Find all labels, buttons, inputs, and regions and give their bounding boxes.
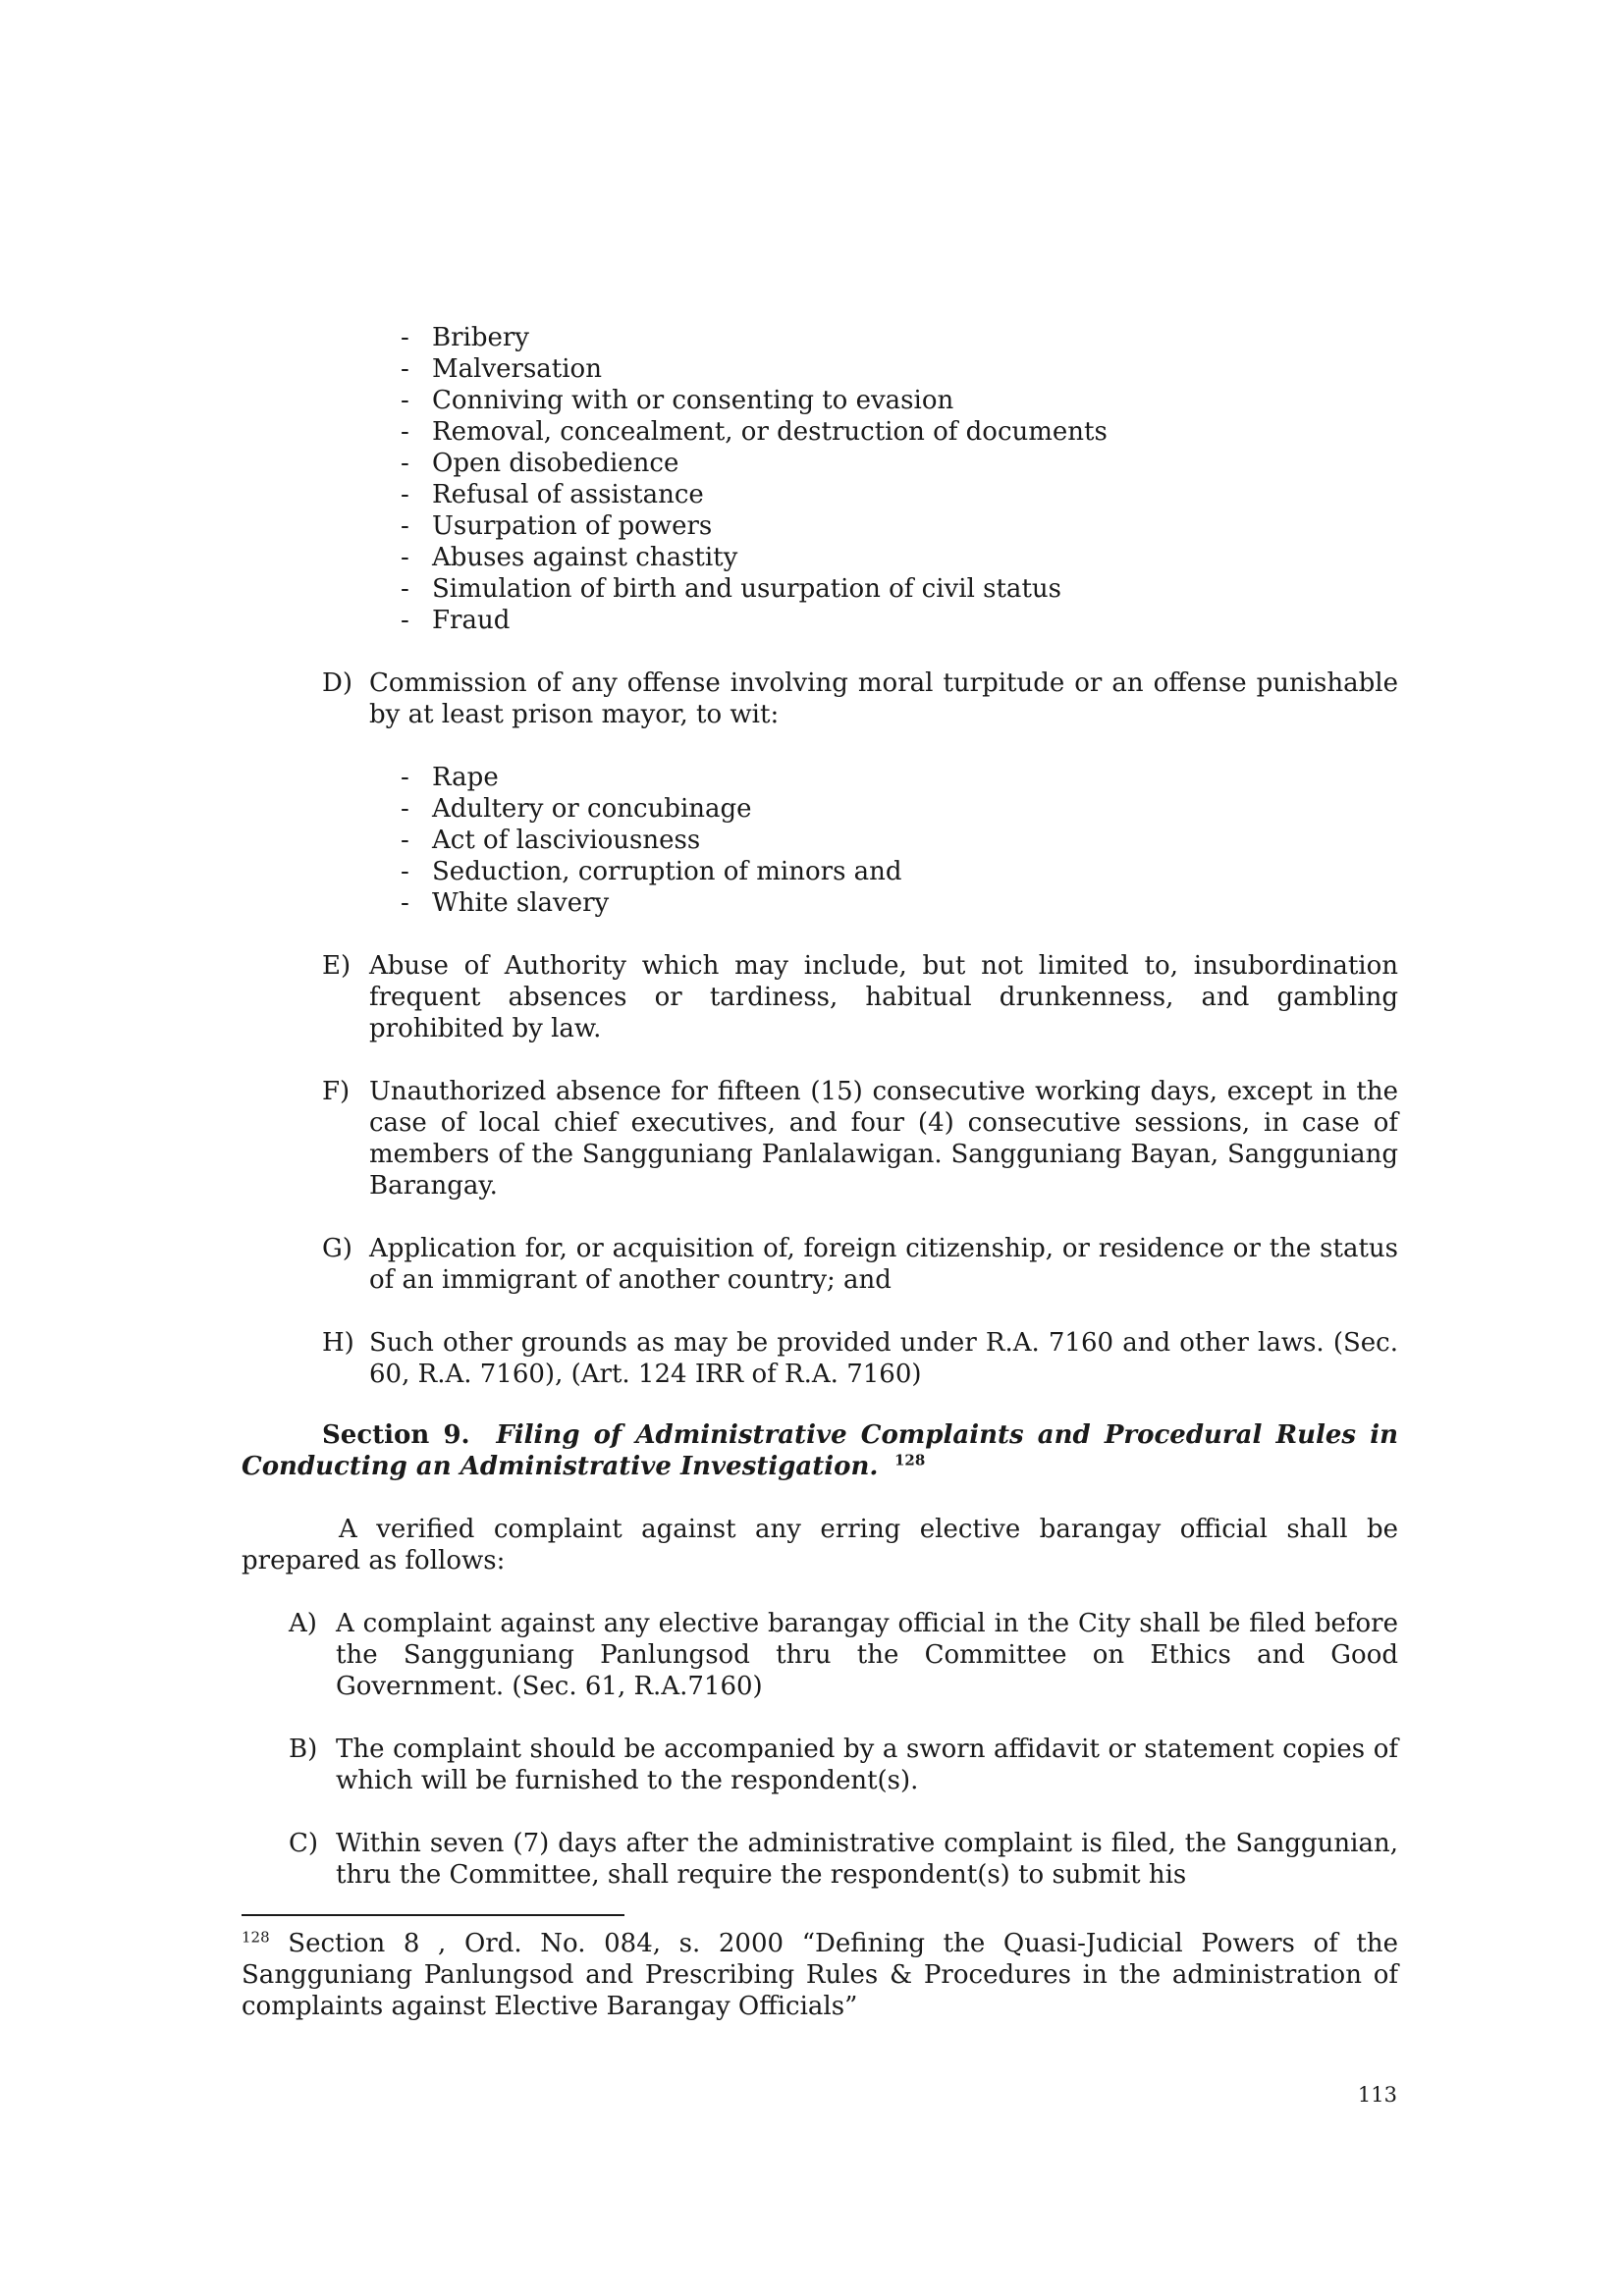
list-item: - Bribery <box>401 323 529 352</box>
clause-marker: D) <box>322 668 352 698</box>
footnote <box>242 1928 1398 2022</box>
list-item: - Malversation <box>401 354 602 384</box>
list-item: - Fraud <box>401 606 511 635</box>
clause-text: Within seven (7) days after the administrative complaint is filed, the Sanggunian, thru the Committee, shall require the respondent(s) to submit his <box>336 1829 1398 1890</box>
clause-g <box>322 1233 1398 1296</box>
clause-text: Such other grounds as may be provided under R.A. 7160 and other laws. (Sec. 60, R.A. 7160), (Art. 124 IRR of R.A. 7160) <box>369 1328 1398 1389</box>
list-item: - Simulation of birth and usurpation of civil status <box>401 574 1061 604</box>
intro-paragraph: A verified complaint against any erring elective barangay official shall be prepared as follows: <box>242 1515 1398 1575</box>
list-item: - White slavery <box>401 888 610 918</box>
list-item: - Seduction, corruption of minors and <box>401 857 902 886</box>
clause-c <box>289 1828 1398 1891</box>
footnote-number: 128 <box>242 1928 270 1947</box>
clause-text: Application for, or acquisition of, foreign citizenship, or residence or the status of an immigrant of another country; and <box>369 1234 1398 1295</box>
list-item: - Adultery or concubinage <box>401 794 752 824</box>
clause-marker: F) <box>322 1077 351 1106</box>
clause-text: The complaint should be accompanied by a sworn affidavit or statement copies of which will be furnished to the respondent(s). <box>336 1735 1398 1795</box>
list-item: - Conniving with or consenting to evasion <box>401 386 954 415</box>
list-item: - Rape <box>401 763 499 792</box>
page-number: 113 <box>1357 2083 1397 2107</box>
offense-list-top <box>401 322 1108 636</box>
clause-d <box>322 667 1398 730</box>
section-number: Section 9. <box>322 1420 470 1450</box>
list-item: - Usurpation of powers <box>401 511 713 541</box>
clause-text: Commission of any offense involving moral turpitude or an offense punishable by at least prison mayor, to wit: <box>369 668 1398 729</box>
clause-a <box>289 1608 1398 1702</box>
clause-text: Unauthorized absence for fifteen (15) consecutive working days, except in the case of local chief executives, and four (4) consecutive sessions, in case of members of the Sangguniang Panlalawigan. Sangguniang Bayan, Sangguniang Barangay. <box>369 1077 1398 1201</box>
list-item: - Abuses against chastity <box>401 543 738 572</box>
clause-marker: A) <box>289 1609 317 1638</box>
section-title: Filing of Administrative Complaints and Procedural Rules in Conducting an Administrative Investigation. <box>242 1420 1399 1481</box>
clause-h <box>322 1327 1398 1390</box>
footnote-divider <box>242 1914 624 1916</box>
clause-e <box>322 950 1398 1044</box>
clause-marker: C) <box>289 1829 319 1858</box>
clause-text: A complaint against any elective barangay official in the City shall be filed before the Sangguniang Panlungsod thru the Committee on Ethics and Good Government. (Sec. 61, R.A.7160) <box>336 1609 1398 1701</box>
clause-f <box>322 1076 1398 1201</box>
footnote-text: Section 8 , Ord. No. 084, s. 2000 “Defining the Quasi-Judicial Powers of the Sangguniang Panlungsod and Prescribing Rules & Procedures in the administration of complaints against Elective Barangay Officials” <box>242 1929 1398 2021</box>
list-item: - Act of lasciviousness <box>401 826 701 855</box>
clause-marker: B) <box>289 1735 318 1764</box>
offense-list-d <box>401 762 902 919</box>
clause-marker: E) <box>322 951 352 981</box>
clause-b <box>289 1734 1398 1796</box>
clause-text: Abuse of Authority which may include, but not limited to, insubordination frequent absences or tardiness, habitual drunkenness, and gambling prohibited by law. <box>369 951 1398 1043</box>
footnote-reference: 128 <box>893 1451 926 1469</box>
list-item: - Removal, concealment, or destruction of documents <box>401 417 1108 447</box>
clause-marker: G) <box>322 1234 352 1263</box>
list-item: - Refusal of assistance <box>401 480 704 509</box>
list-item: - Open disobedience <box>401 449 679 478</box>
clause-marker: H) <box>322 1328 354 1358</box>
section-heading <box>242 1419 1398 1482</box>
